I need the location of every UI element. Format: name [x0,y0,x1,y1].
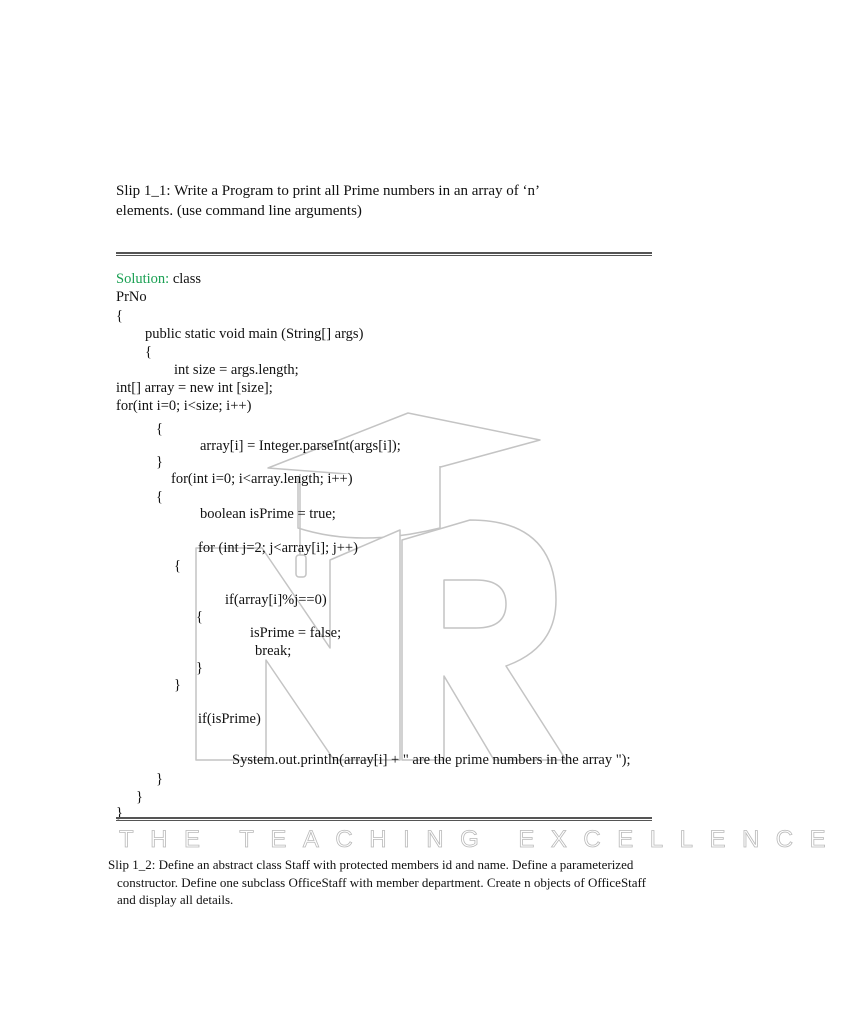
divider-bottom [116,817,652,821]
code-line: class [169,271,201,287]
code-line: { [156,421,163,437]
code-line: { [196,609,203,625]
code-line: } [136,789,143,805]
code-line: for (int j=2; j<array[i]; j++) [198,540,358,556]
code-line: } [116,805,123,821]
code-line: for(int i=0; i<size; i++) [116,398,252,414]
code-line: { [145,344,152,360]
code-line: } [196,660,203,676]
divider-top [116,252,652,256]
code-line: PrNo [116,289,147,305]
code-line: { [174,558,181,574]
question-2-line-1: Slip 1_2: Define an abstract class Staff with protected members id and name. Define a parameterized [108,857,634,872]
code-line: System.out.println(array[i] + " are the prime numbers in the array "); [232,752,631,768]
code-line: if(array[i]%j==0) [225,592,327,608]
question-1-title [116,181,540,221]
code-line: isPrime = false; [250,625,342,641]
code-line: int[] array = new int [size]; [116,380,273,396]
code-line: } [156,454,163,470]
code-line: } [174,677,181,693]
question-2-line-3: and display all details. [117,892,234,907]
code-line: public static void main (String[] args) [145,326,364,342]
watermark-tagline: THE TEACHING EXCELLENCE [119,826,842,853]
code-line: { [156,489,163,505]
question-2-line-2: constructor. Define one subclass OfficeStaff with member department. Create n objects of OfficeStaff [117,874,646,890]
code-line: break; [255,643,292,659]
code-line: if(isPrime) [198,711,261,727]
code-line: array[i] = Integer.parseInt(args[i]); [200,438,401,454]
code-line: { [116,308,123,324]
code-line: int size = args.length; [174,362,299,378]
code-line: for(int i=0; i<array.length; i++) [171,471,353,487]
solution-first-line [116,270,201,288]
code-line: boolean isPrime = true; [200,506,336,522]
solution-label: Solution: [116,271,170,287]
question-1-line-1: Slip 1_1: Write a Program to print all Prime numbers in an array of ‘n’ [116,183,541,199]
question-2 [108,856,653,909]
question-1-line-2: elements. (use command line arguments) [116,203,362,219]
code-line: } [156,771,163,787]
